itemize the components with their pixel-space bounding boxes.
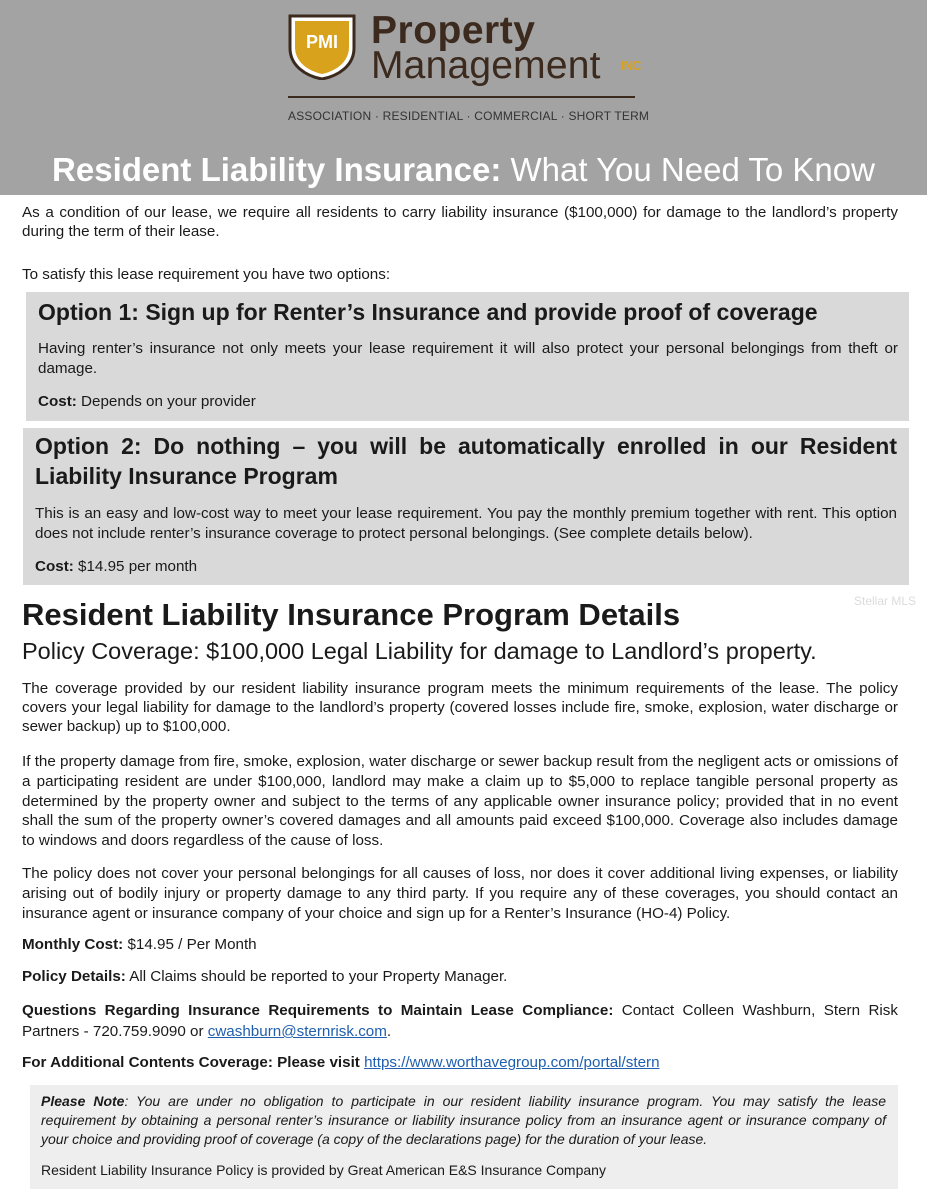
- logo-inc: INC: [621, 58, 641, 73]
- option1-heading: Option 1: Sign up for Renter’s Insurance and provide proof of coverage: [38, 299, 818, 325]
- page-header: [0, 0, 927, 195]
- monthly-cost-value: $14.95 / Per Month: [123, 936, 257, 953]
- logo-tagline: ASSOCIATION · RESIDENTIAL · COMMERCIAL · SHORT TERM: [288, 109, 650, 123]
- details-paragraph-3: The policy does not cover your personal belongings for all causes of loss, nor does it cover additional living expenses, or liability arising out of bodily injury or property damage to any third party. If you require any of these coverages, you should contact an insurance agent or insurance company of your choice and sign up for a Renter’s Insurance (HO-4) Policy.: [22, 865, 898, 922]
- details-paragraph-1: The coverage provided by our resident liability insurance program meets the minimum requirements of the lease. The policy covers your legal liability for damage to the landlord’s property (covered losses include fire, smoke, explosion, water discharge or sewer backup) up to $100,000.: [22, 680, 898, 735]
- watermark: Stellar MLS: [854, 594, 917, 608]
- please-note-text: [41, 1092, 886, 1149]
- option2-body: This is an easy and low-cost way to meet your lease requirement. You pay the monthly premium together with rent. This option does not include renter’s insurance coverage to protect personal belongings. (See complete details below).: [35, 505, 897, 542]
- page-title-rest: What You Need To Know: [501, 151, 875, 188]
- questions-value: Contact Colleen Washburn, Stern Risk Partners - 720.759.9090 or: [22, 1002, 898, 1040]
- option2-cost-label: Cost:: [35, 558, 74, 575]
- page-title-bold: Resident Liability Insurance:: [52, 151, 502, 188]
- questions-label: Questions Regarding Insurance Requirements to Maintain Lease Compliance:: [22, 1002, 614, 1019]
- logo-divider: [288, 96, 635, 98]
- details-title: Resident Liability Insurance Program Details: [22, 597, 681, 632]
- details-subtitle: Policy Coverage: $100,000 Legal Liability for damage to Landlord’s property.: [22, 638, 817, 664]
- policy-details-value: All Claims should be reported to your Property Manager.: [125, 968, 508, 985]
- additional-coverage-line: [22, 1053, 898, 1072]
- option2-cost-value: $14.95 per month: [73, 558, 198, 575]
- logo-word-management: Management: [371, 44, 601, 87]
- monthly-cost-line: [22, 935, 898, 954]
- logo-word-property: Property: [371, 9, 536, 52]
- policy-details-label: Policy Details:: [22, 968, 126, 985]
- option1-body: Having renter’s insurance not only meets your lease requirement it will also protect your personal belongings from theft or damage.: [38, 340, 898, 377]
- option1-cost-label: Cost:: [38, 393, 77, 410]
- questions-line: [22, 1000, 898, 1042]
- questions-end: .: [386, 1023, 392, 1040]
- details-paragraph-2: If the property damage from fire, smoke, explosion, water discharge or sewer backup result from the negligent acts or omissions of a participating resident are under $100,000, landlord may make a claim up to $5,000 to replace tangible personal property as determined by the property owner and subject to the terms of any applicable owner insurance policy; provided that in no event shall the sum of the property owner’s covered damages and all amounts paid exceed $100,000. Coverage also includes damage to windows and doors regardless of the cause of loss.: [22, 753, 898, 850]
- option1-box: [26, 292, 909, 421]
- intro-options-line: To satisfy this lease requirement you have two options:: [22, 266, 391, 283]
- worthave-link[interactable]: https://www.worthavegroup.com/portal/stern: [364, 1054, 660, 1071]
- please-note-box: [30, 1085, 898, 1189]
- option1-cost: [38, 392, 898, 412]
- page-title: [0, 150, 927, 190]
- please-note-body: : You are under no obligation to participate in our resident liability insurance program. You may satisfy the lease requirement by obtaining a personal renter’s insurance or liability insurance policy from an insurance agent or insurance company of your choice and providing proof of coverage (a copy of the declarations page) for the duration of your lease.: [41, 1093, 886, 1147]
- please-note-label: Please Note: [41, 1093, 125, 1109]
- pmi-shield-logo: [288, 14, 356, 80]
- email-link[interactable]: cwashburn@sternrisk.com: [207, 1023, 387, 1040]
- option2-box: [23, 428, 909, 585]
- option1-cost-value: Depends on your provider: [76, 393, 256, 410]
- policy-details-line: [22, 967, 898, 986]
- intro-paragraph: As a condition of our lease, we require all residents to carry liability insurance ($100,000) for damage to the landlord’s property during the term of their lease.: [22, 204, 898, 240]
- option2-cost: [35, 557, 897, 577]
- additional-coverage-label: For Additional Contents Coverage: Please visit: [22, 1054, 365, 1071]
- monthly-cost-label: Monthly Cost:: [22, 936, 124, 953]
- logo-badge-text: PMI: [305, 32, 339, 52]
- option2-heading: Option 2: Do nothing – you will be automatically enrolled in our Resident Liability Insurance Program: [35, 433, 897, 489]
- underwriter-line: Resident Liability Insurance Policy is provided by Great American E&S Insurance Company: [41, 1162, 606, 1178]
